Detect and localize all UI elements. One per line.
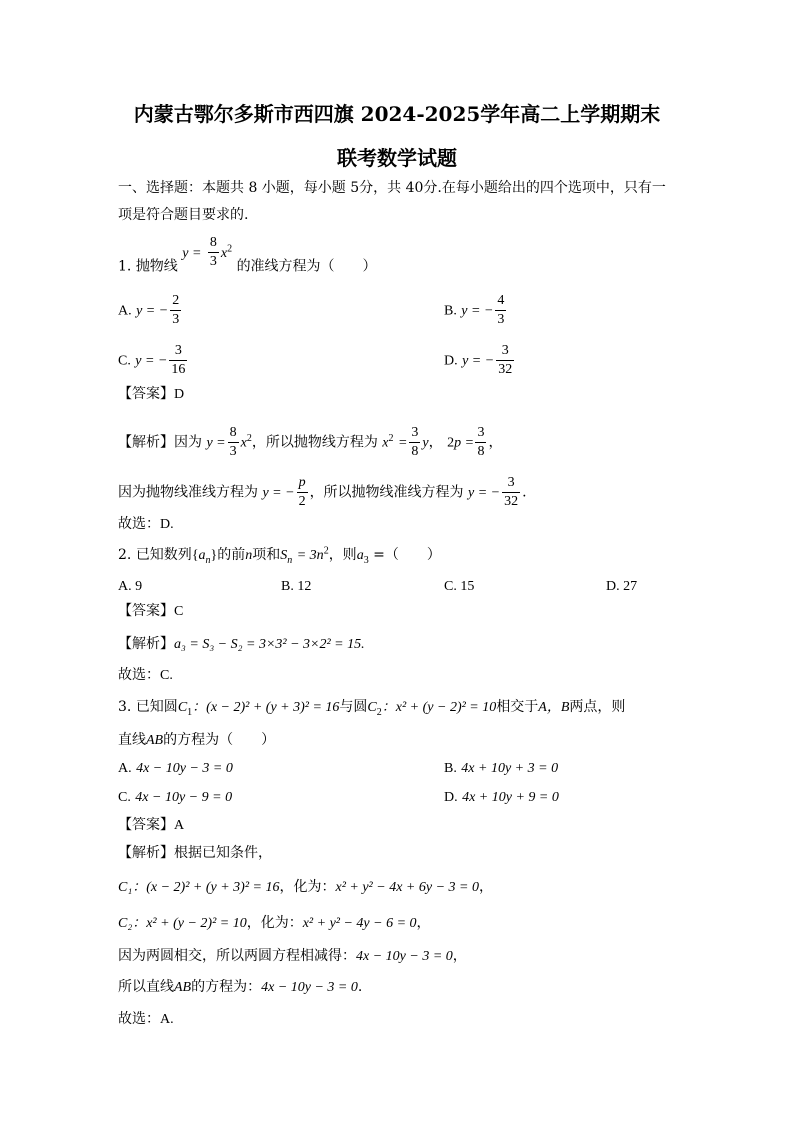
section-heading-line2: 项是符合题目要求的. [118,207,249,223]
q1-pre: 抛物线 [135,258,178,275]
q1-eq-lhs: y = [182,245,202,261]
q3-option-b: B. 4x + 10y + 3 = 0 [444,761,559,776]
q2-conclusion: 故选：C. [118,667,173,683]
q2-answer: 【答案】C [118,603,184,619]
q3-option-c: C. 4x − 10y − 9 = 0 [118,790,233,805]
q1-post: 的准线方程为（ ） [236,258,377,275]
q1-option-a: A. y = − $\frac{2}{3}$ [118,293,180,327]
q3-analysis-line2: C₂：x² + (y − 2)² = 10，化为：x² + y² − 4y − 6 = 0， [118,915,431,931]
doc-title-line2: 联考数学试题 [337,146,457,170]
q2-stem: 2. 已知数列$\{a_n\}$的前n项和$S_n = 3n^2$，则$a_3$ =（ ） [118,545,441,566]
q1-conclusion: 故选：D. [118,516,174,532]
doc-title-line1: 内蒙古鄂尔多斯市西四旗 2024-2025学年高二上学期期末 [133,102,661,126]
q1-number: 1. [118,258,132,275]
q3-stem-line1: 3. 已知圆$C_1$：(x − 2)² + (y + 3)² = 16与圆$C_2$：x² + (y − 2)² = 10相交于A，B两点，则 [118,699,626,718]
q1-frac-num: 8 [208,234,219,253]
q3-analysis-line3: 因为两圆相交，所以两圆方程相减得：4x − 10y − 3 = 0， [118,948,467,964]
q3-analysis-intro: 【解析】根据已知条件， [118,845,272,861]
q3-conclusion: 故选：A. [118,1011,174,1027]
q2-option-a: A. 9 [118,579,143,594]
q1-answer: 【答案】D [118,386,185,402]
q1-option-c: C. y = − $\frac{3}{16}$ [118,343,186,377]
q3-option-d: D. 4x + 10y + 9 = 0 [444,790,559,805]
q1-eq-var: x [220,245,228,261]
section-heading-line1: 一、选择题：本题共 8 小题，每小题 5分，共 40分.在每小题给出的四个选项中，只有一 [118,180,666,196]
q1-analysis-line2: 因为抛物线准线方程为 y = − $\frac{p}{2}$ ，所以抛物线准线方程为 y = − $\frac{3}{32}$ . [118,475,527,509]
q1-option-d: D. y = − $\frac{3}{32}$ [444,343,513,377]
q3-answer: 【答案】A [118,817,185,833]
q1-analysis-line1: 【解析】因为 y = $\frac{8}{3}$ $x^2$，所以抛物线方程为 $x^2$ = $\frac{3}{8}$ y， 2p = $\frac{3}{8}$ ， [118,425,503,459]
q2-option-c: C. 15 [444,579,475,594]
q1-eq-exp: 2 [227,242,233,254]
q3-analysis-line1: C₁：(x − 2)² + (y + 3)² = 16，化为：x² + y² − 4x + 6y − 3 = 0， [118,879,493,895]
q2-option-d: D. 27 [606,579,638,594]
q3-analysis-line4: 所以直线AB的方程为：4x − 10y − 3 = 0. [118,979,363,995]
q1-option-b: B. y = − $\frac{4}{3}$ [444,293,505,327]
q2-analysis: 【解析】a₃ = S₃ − S₂ = 3×3² − 3×2² = 15. [118,636,365,652]
q2-option-b: B. 12 [281,579,312,594]
q1-frac-den: 3 [209,254,217,269]
q3-stem-line2: 直线AB的方程为（ ） [118,732,276,748]
q3-option-a: A. 4x − 10y − 3 = 0 [118,761,233,776]
q1-stem [118,235,377,285]
